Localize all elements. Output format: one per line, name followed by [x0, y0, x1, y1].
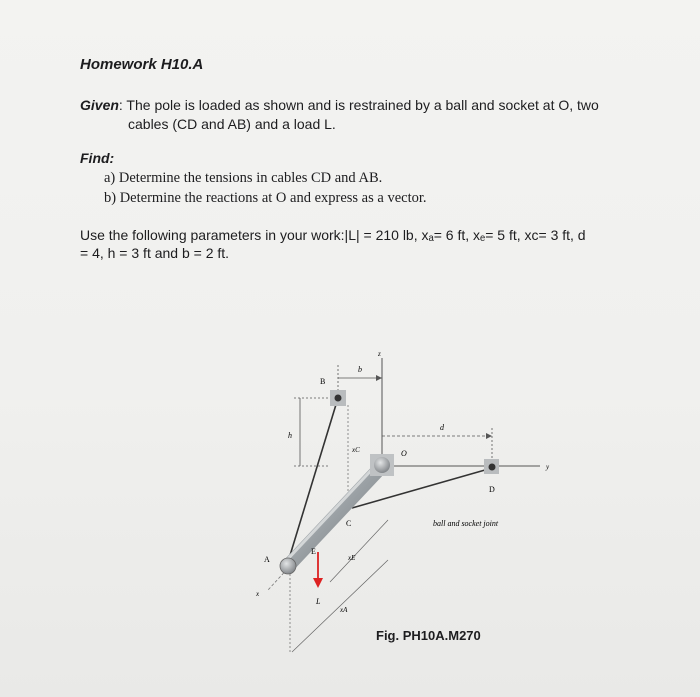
find-label: Find: [80, 150, 115, 166]
find-item-b: b) Determine the reactions at O and express as a vector. [104, 190, 427, 206]
label-xe: xE [348, 554, 356, 562]
label-xc: xC [352, 446, 360, 454]
parameters-line-1: Use the following parameters in your work:|L| = 210 lb, xₐ= 6 ft, xₑ= 5 ft, xᴄ= 3 ft, d [80, 227, 586, 243]
label-a: A [264, 555, 270, 564]
point-b [335, 395, 342, 402]
label-b: B [320, 377, 326, 386]
dim-d-arrowhead [486, 433, 492, 439]
dim-xe-line [330, 520, 388, 582]
label-xa: xA [340, 606, 348, 614]
label-c: C [346, 519, 352, 528]
load-l-arrowhead [313, 578, 323, 588]
label-e: E [311, 547, 316, 556]
find-item-a: a) Determine the tensions in cables CD and AB. [104, 170, 383, 186]
given-text-2: cables (CD and AB) and a load L. [128, 116, 336, 132]
dim-b-arrowhead [376, 375, 382, 381]
label-z: z [378, 350, 381, 358]
pole-end-a [280, 558, 296, 574]
point-d [489, 464, 496, 471]
label-dim-b: b [358, 365, 362, 374]
label-y: y [546, 463, 550, 471]
homework-title: Homework H10.A [80, 56, 204, 73]
pole-highlight [285, 462, 379, 562]
label-d: d [440, 423, 444, 432]
given-label: Given [80, 97, 119, 113]
label-h: h [288, 431, 292, 440]
label-l: L [316, 597, 321, 606]
ball-socket-label: ball and socket joint [433, 519, 499, 528]
given-text-1: : The pole is loaded as shown and is restrained by a ball and socket at O, two [118, 97, 599, 113]
label-d-point: D [489, 485, 495, 494]
label-x: x [256, 590, 260, 598]
label-o: O [401, 449, 407, 458]
ball-socket-o [374, 457, 390, 473]
figure-caption: Fig. PH10A.M270 [376, 628, 481, 643]
parameters-line-2: = 4, h = 3 ft and b = 2 ft. [80, 245, 230, 261]
